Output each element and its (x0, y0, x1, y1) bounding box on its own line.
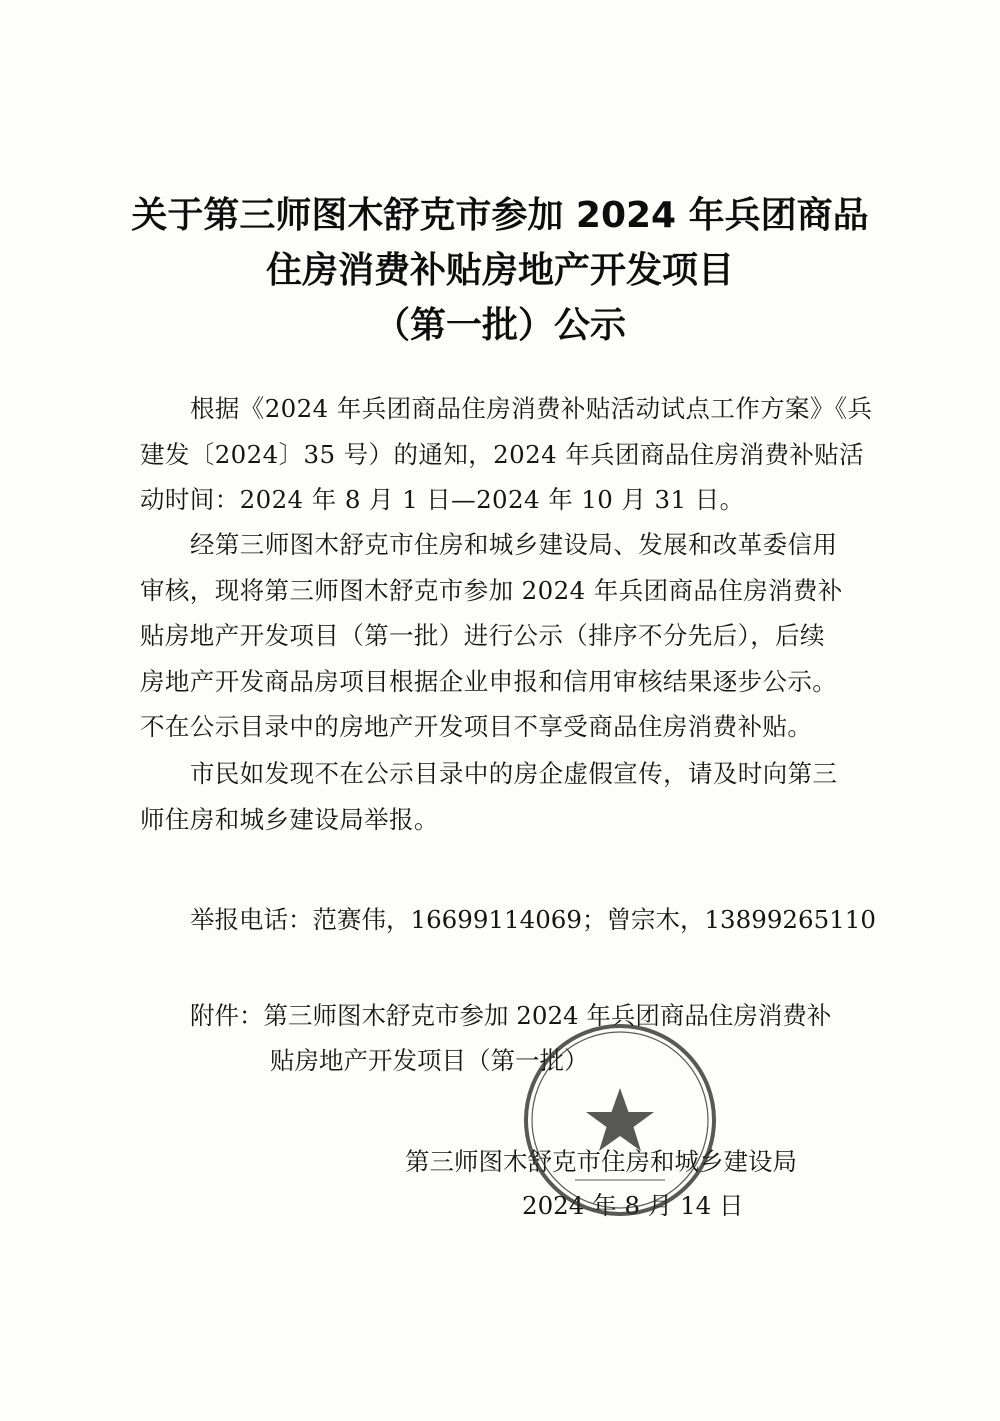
report-hotline: 举报电话：范赛伟，16699114069；曾宗木，13899265110 (190, 905, 876, 934)
paragraph-line: 师住房和城乡建设局举报。 (140, 804, 439, 834)
official-seal-icon (520, 1020, 720, 1220)
paragraph-basis (140, 386, 875, 523)
paragraph-line: 房地产开发商品房项目根据企业申报和信用审核结果逐步公示。 (140, 666, 838, 696)
paragraph-line: 审核，现将第三师图木舒克市参加 2024 年兵团商品住房消费补 (140, 575, 843, 605)
attachment-note (190, 993, 831, 1083)
paragraph-report (140, 751, 875, 842)
paragraph-line: 经第三师图木舒克市住房和城乡建设局、发展和改革委信用 (190, 530, 838, 559)
paragraph-line: 根据《2024 年兵团商品住房消费补贴活动试点工作方案》《兵 (190, 394, 873, 423)
paragraph-line: 建发〔2024〕35 号）的通知，2024 年兵团商品住房消费补贴活 (140, 439, 865, 469)
title-line-1: 关于第三师图木舒克市参加 2024 年兵团商品 (131, 195, 869, 236)
paragraph-line: 市民如发现不在公示目录中的房企虚假宣传，请及时向第三 (190, 759, 838, 788)
issuing-authority: 第三师图木舒克市住房和城乡建设局 (405, 1147, 797, 1176)
attachment-line-2: 贴房地产开发项目（第一批） (270, 1046, 589, 1075)
title-line-3: （第一批）公示 (373, 305, 626, 346)
seal-star-icon (586, 1088, 654, 1151)
paragraph-line: 动时间：2024 年 8 月 1 日—2024 年 10 月 31 日。 (140, 485, 745, 514)
issue-date: 2024 年 8 月 14 日 (522, 1191, 744, 1220)
paragraph-line: 不在公示目录中的房地产开发项目不享受商品住房消费补贴。 (140, 712, 813, 741)
title-line-2: 住房消费补贴房地产开发项目 (265, 250, 734, 291)
paragraph-line: 贴房地产开发项目（第一批）进行公示（排序不分先后），后续 (140, 621, 825, 650)
attachment-line-1: 附件：第三师图木舒克市参加 2024 年兵团商品住房消费补 (190, 1001, 832, 1030)
document-title (100, 188, 900, 353)
paragraph-announcement (140, 522, 875, 750)
